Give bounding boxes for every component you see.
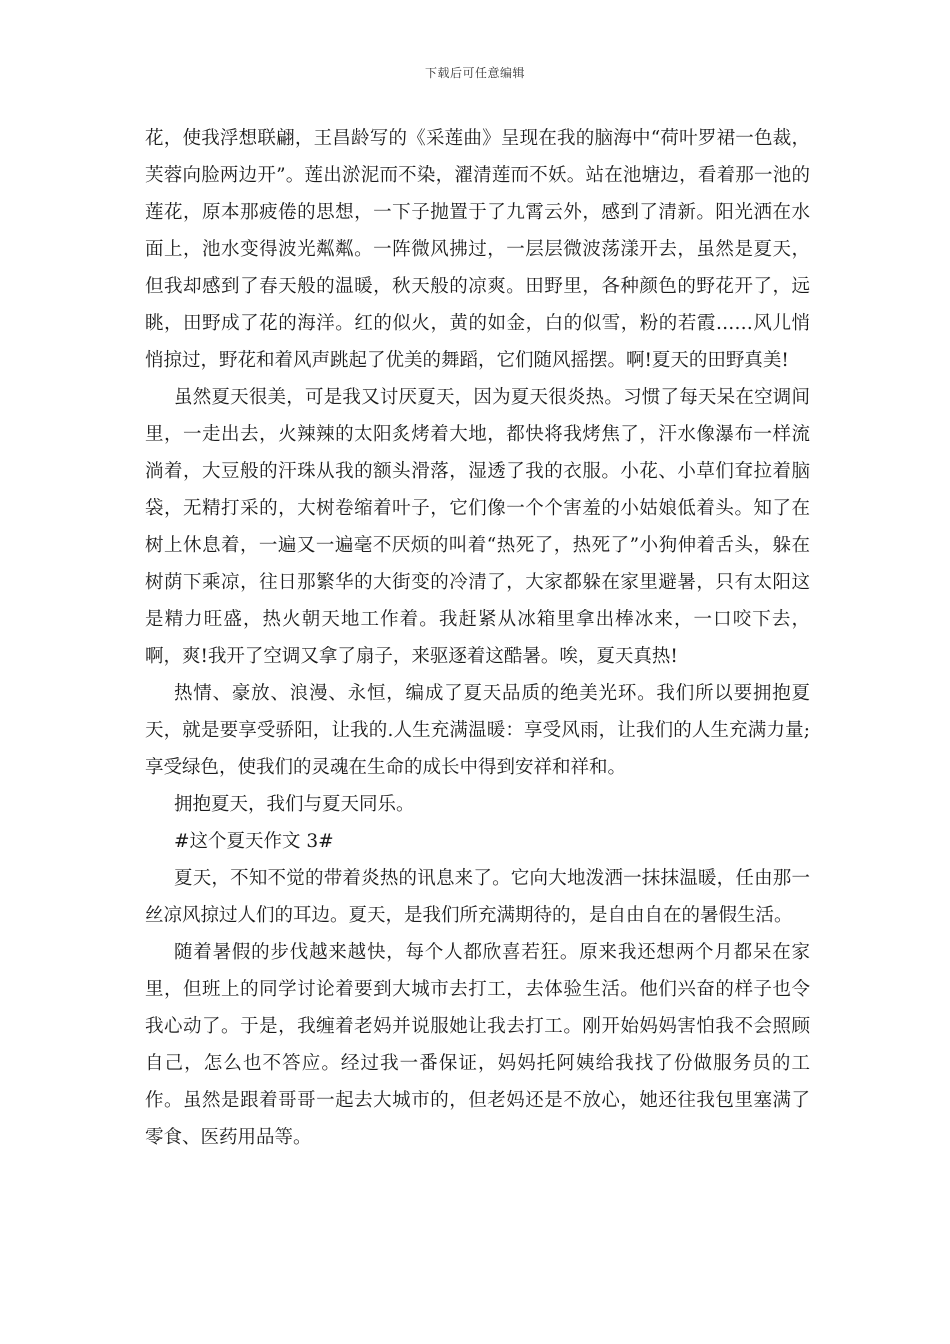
page-header: 下载后可任意编辑	[424, 66, 525, 80]
section-heading: #这个夏天作文 3#	[174, 831, 334, 852]
paragraph-6: 随着暑假的步伐越来越快，每个人都欣喜若狂。原来我还想两个月都呆在家里，但班上的同学讨论着要到大城市去打工，去体验生活。他们兴奋的样子也令我心动了。于是，我缠着老妈并说服她让我去打工。刚开始妈妈害怕我不会照顾自己，怎么也不答应。经过我一番保证，妈妈托阿姨给我找了份做服务员的工作。虽然是跟着哥哥一起去大城市的，但老妈还是不放心，她还往我包里塞满了零食、医药用品等。	[145, 942, 810, 1148]
paragraph-3: 热情、豪放、浪漫、永恒，编成了夏天品质的绝美光环。我们所以要拥抱夏天，就是要享受骄阳，让我的.人生充满温暖：享受风雨，让我们的人生充满力量;享受绿色，使我们的灵魂在生命的成长中得到安祥和祥和。	[145, 683, 810, 778]
paragraph-2: 虽然夏天很美，可是我又讨厌夏天，因为夏天很炎热。习惯了每天呆在空调间里，一走出去，火辣辣的太阳炙烤着大地，都快将我烤焦了，汗水像瀑布一样流淌着，大豆般的汗珠从我的额头滑落，湿透了我的衣服。小花、小草们耷拉着脑袋，无精打采的，大树卷缩着叶子，它们像一个个害羞的小姑娘低着头。知了在树上休息着，一遍又一遍毫不厌烦的叫着“热死了，热死了”小狗伸着舌头，躲在树荫下乘凉，往日那繁华的大街变的冷清了，大家都躲在家里避暑，只有太阳这是精力旺盛，热火朝天地工作着。我赶紧从冰箱里拿出棒冰来，一口咬下去，啊，爽!我开了空调又拿了扇子，来驱逐着这酷暑。唉，夏天真热!	[145, 387, 810, 667]
document-body	[145, 120, 810, 1156]
paragraph-1: 花，使我浮想联翩，王昌龄写的《采莲曲》呈现在我的脑海中“荷叶罗裙一色裁，芙蓉向脸两边开”。莲出淤泥而不染，濯清莲而不妖。站在池塘边，看着那一池的莲花，原本那疲倦的思想，一下子抛置于了九霄云外，感到了清新。阳光洒在水面上，池水变得波光粼粼。一阵微风拂过，一层层微波荡漾开去，虽然是夏天，但我却感到了春天般的温暖，秋天般的凉爽。田野里，各种颜色的野花开了，远眺，田野成了花的海洋。红的似火，黄的如金，白的似雪，粉的若霞……风儿悄悄掠过，野花和着风声跳起了优美的舞蹈，它们随风摇摆。啊!夏天的田野真美!	[145, 128, 810, 371]
paragraph-4: 拥抱夏天，我们与夏天同乐。	[174, 794, 415, 815]
paragraph-5: 夏天，不知不觉的带着炎热的讯息来了。它向大地泼洒一抹抹温暖，任由那一丝凉风掠过人们的耳边。夏天，是我们所充满期待的，是自由自在的暑假生活。	[145, 868, 810, 926]
